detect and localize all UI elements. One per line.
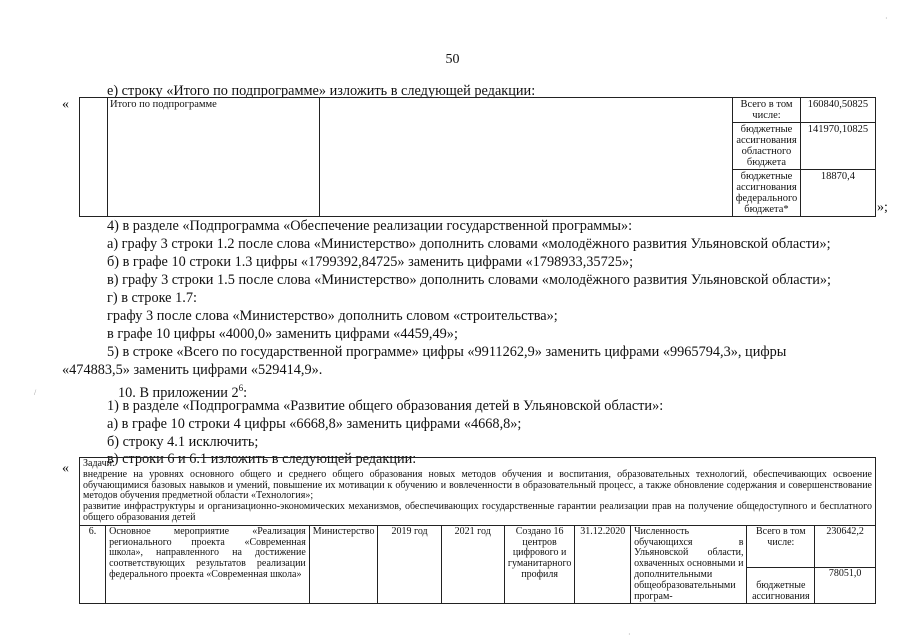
text-line: 5) в строке «Всего по государственной программе» цифры «9911262,9» заменить цифрами «9965794,3», цифры	[107, 344, 787, 360]
scan-speck: /	[34, 388, 37, 397]
fin-value: 141970,10825	[800, 123, 875, 170]
text-line: а) графу 3 строки 1.2 после слова «Министерство» дополнить словами «молодёжного развития Ульяновской области»;	[107, 236, 831, 252]
appendix-text: 10. В приложении 2	[118, 384, 239, 401]
text-line: в) строки 6 и 6.1 изложить в следующей редакции:	[107, 451, 417, 467]
text-line: графу 3 после слова «Министерство» дополнить словом «строительства»;	[107, 308, 558, 324]
empty-cell	[319, 98, 732, 217]
tasks-cell	[80, 458, 876, 526]
row-label: Итого по подпрограмме	[107, 98, 319, 217]
event-name: Основное мероприятие «Реализация регионального проекта «Современная школа», направленного на достижение соответствующих результатов реализации федерального проекта «Современная школа»	[106, 525, 310, 604]
appendix-colon: :	[243, 384, 248, 401]
fin-value: 160840,50825	[800, 98, 875, 123]
text-line: в графе 10 цифры «4000,0» заменить цифрами «4459,49»;	[107, 326, 458, 342]
subprogram-total-table	[79, 97, 876, 217]
fin-value: 78051,0	[815, 568, 876, 604]
tasks-text-2: развитие инфраструктуры и организационно-экономических механизмов, обеспечивающих государственные гарантии реализации прав на получение общедоступного и бесплатного общего образования детей	[83, 501, 872, 523]
intro-line: е) строку «Итого по подпрограмме» изложить в следующей редакции:	[107, 83, 536, 99]
fin-value: 18870,4	[800, 170, 875, 217]
date: 31.12.2020	[575, 525, 631, 604]
fin-label: Всего в том числе:	[733, 98, 801, 123]
open-quote: «	[62, 97, 69, 112]
tasks-text: внедрение на уровнях основного общего и среднего общего образования новых методов обучения и воспитания, образовательных технологий, обеспечивающих освоение обучающимися базовых навыков и умений, повышение их мотивации к обучению и вовлеченности в образовательный процесс, а также обновление содержания и совершенствование методов обучения предметной области «Технология»;	[83, 468, 872, 502]
fin-label: Всего в том числе:	[747, 525, 815, 567]
fin-label: бюджетные ассигнования областного бюджета	[733, 123, 801, 170]
close-quote: »;	[877, 200, 888, 215]
text-line: «474883,5» заменить цифрами «529414,9».	[62, 362, 323, 378]
indicator: Численность обучающихся в Ульяновской области, охваченных основными и дополнительными общеобразовательными програм-	[631, 525, 747, 604]
fin-value: 230642,2	[815, 525, 876, 567]
text-line: в) графу 3 строки 1.5 после слова «Министерство» дополнить словами «молодёжного развития Ульяновской области»;	[107, 272, 831, 288]
result: Создано 16 центров цифрового и гуманитарного профиля	[504, 525, 575, 604]
text-line: г) в строке 1.7:	[107, 290, 197, 306]
start-year: 2019 год	[378, 525, 441, 604]
executor: Министерство	[309, 525, 378, 604]
appendix-superscript: 6	[238, 383, 244, 393]
scan-speck: ·	[628, 630, 631, 639]
text-line: б) строку 4.1 исключить;	[107, 434, 259, 450]
text-line: б) в графе 10 строки 1.3 цифры «1799392,84725» заменить цифрами «1798933,35725»;	[107, 254, 634, 270]
text-line: 4) в разделе «Подпрограмма «Обеспечение реализации государственной программы»:	[107, 218, 633, 234]
row-number: 6.	[80, 525, 106, 604]
education-subprogram-table	[79, 457, 876, 604]
tasks-title: Задачи:	[83, 458, 115, 469]
scan-speck: ·	[885, 14, 888, 23]
open-quote-2: «	[62, 461, 69, 476]
end-year: 2021 год	[441, 525, 504, 604]
empty-cell	[80, 98, 108, 217]
fin-label: бюджетные ассигнования федерального бюджета*	[733, 170, 801, 217]
fin-label: бюджетные ассигнования	[747, 568, 815, 604]
text-line: 1) в разделе «Подпрограмма «Развитие общего образования детей в Ульяновской области»:	[107, 398, 664, 414]
page-number: 50	[445, 52, 460, 67]
text-line: а) в графе 10 строки 4 цифры «6668,8» заменить цифрами «4668,8»;	[107, 416, 522, 432]
